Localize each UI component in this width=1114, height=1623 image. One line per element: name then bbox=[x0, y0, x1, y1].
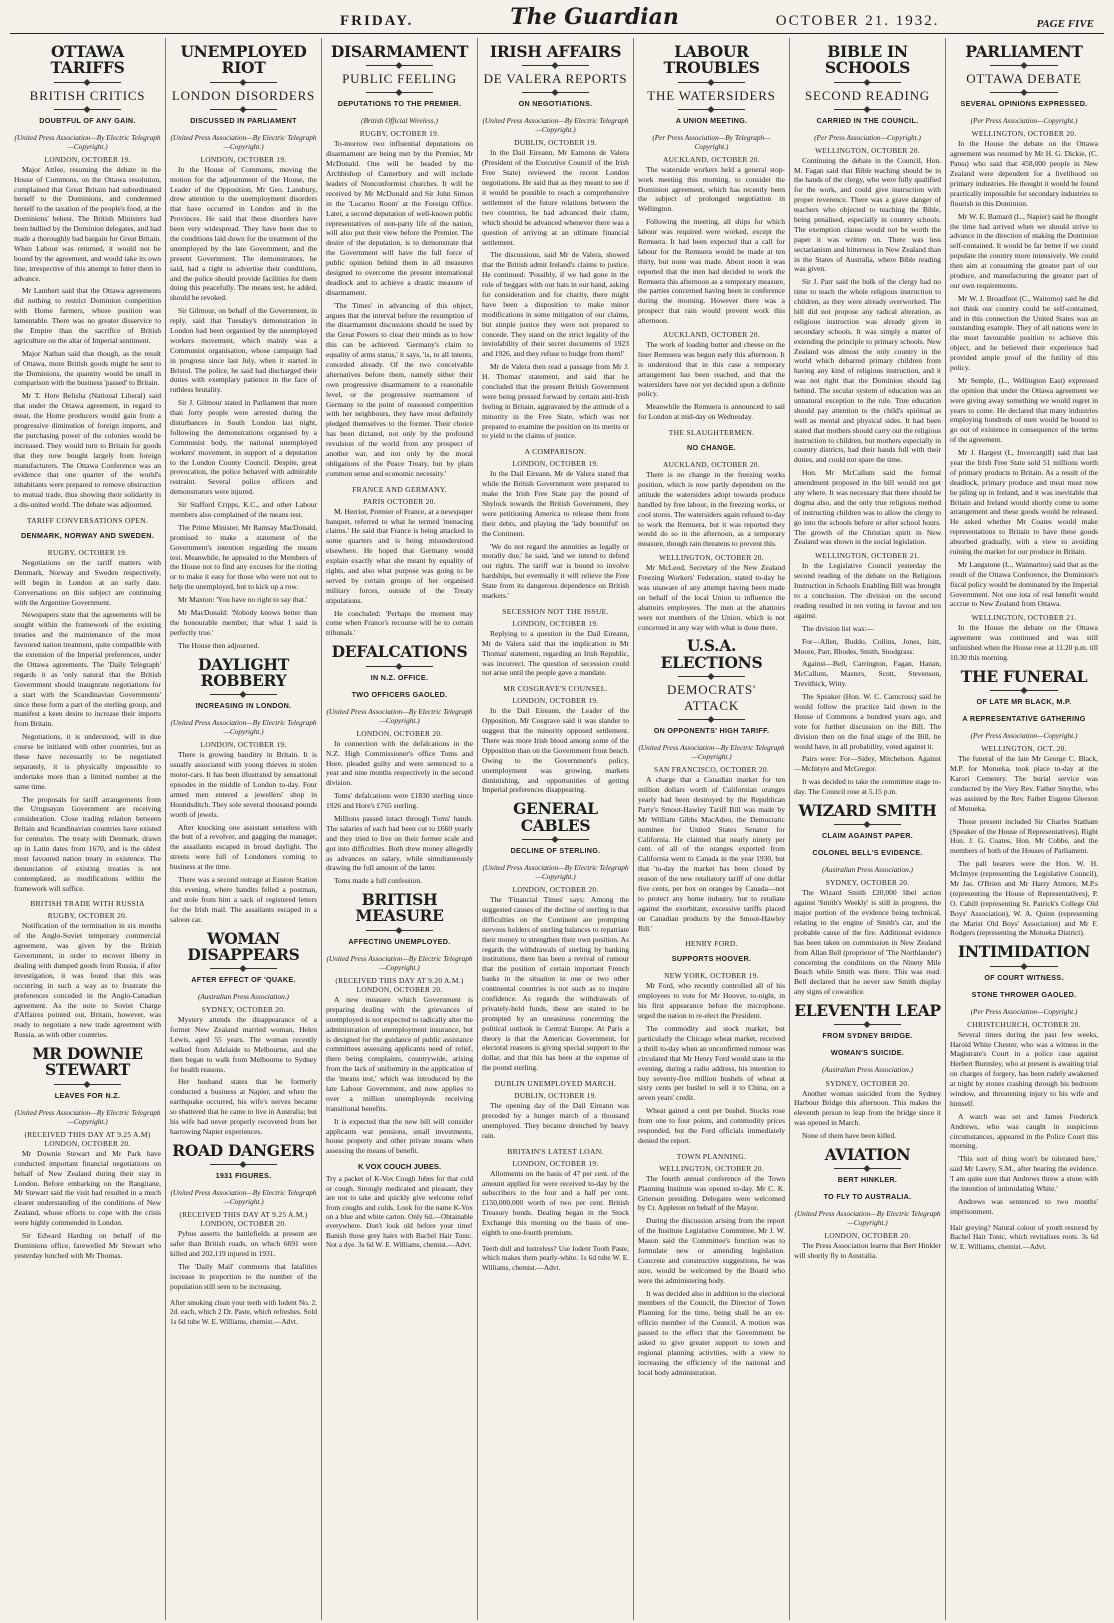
advertisement-text: Teeth dull and lustreless? Use Iodent Tooth Paste, which makes them pearly-white. 1s 6d tube W. E. Williams, chemist.—Advt. bbox=[482, 1243, 629, 1272]
article bbox=[14, 1046, 161, 1261]
deck-line: AFFECTING UNEMPLOYED. bbox=[348, 936, 451, 946]
body-paragraph: For—Allen, Buddo, Collins, Jones, Isitt, Moore, Parr, Rhodes, Smith, Snodgrass. bbox=[794, 636, 941, 656]
body-paragraph: Negotiations on the tariff matters with Denmark, Norway and Sweden respectively, will begin in London at an early date. Conversations on this subject are continuing with the Argentine Government. bbox=[14, 558, 161, 607]
body-paragraph: In the Dail Eireann, the Leader of the Opposition, Mr Cosgrave said it was slander to suggest that the minority opposed settlement. There was more Irish blood among some of the Opposition than on the Government front bench. Owing to the Government's policy, unemployment was growing, markets diminishing, and opportunities of getting Imperial preferences disappearing. bbox=[482, 706, 629, 795]
section-subhead: A COMPARISON. bbox=[524, 447, 587, 457]
article bbox=[638, 553, 785, 632]
body-paragraph: Notification of the termination in six months of the Anglo-Soviet temporary commercial agreement, was given by the British Government, in order to recover liberty in dealing with dumped goods from Russia, if after investigation, it was found that this was occurring in such a way as to frustrate the preferences conceded in the Anglo-Canadian agreement. As the note to Soviet Charge d'Affaires pointed out, Britain, however, was ready to negotiate a new trade agreement with Russia, as with other countries. bbox=[14, 921, 161, 1040]
body-paragraph: Andrews was sentenced to two months' imprisonment. bbox=[950, 1196, 1098, 1216]
body-paragraph: Allotments on the basis of 47 per cent. of the amount applied for were received to-day by the subscribers to the four and a half per cent. £150,000,000 worth of two per cent. British Treasury bonds. Dealing began in the Stock Exchange this morning on the basis of one-eighth to one-fourth premium. bbox=[482, 1168, 629, 1238]
dateline: RUGBY, OCTOBER 20. bbox=[47, 911, 128, 921]
body-paragraph: A new measure which Government is preparing dealing with the grievances of unemployed is not expected to radically alter the administration of unemployment insurance, but is designed for the guidance of public assistance committees assessing applicants need of relief, there being complaints, countrywide, arising from the lack of uniformity in the application of the 'means test,' which was introduced by the late Labour Government, and now applies to over a million unemployeds receiving transitional benefits. bbox=[326, 994, 473, 1113]
wire-credit: (United Press Association—By Electric Telegraph—Copyright.) bbox=[14, 132, 161, 151]
deck-line: FROM SYDNEY BRIDGE. bbox=[822, 1031, 913, 1041]
deck-line: AFTER EFFECT OF 'QUAKE. bbox=[191, 975, 296, 985]
section-subhead: MR COSGRAVE'S COUNSEL. bbox=[503, 684, 608, 694]
dateline: (RECEIVED THIS DAY AT 9.20 A.M.) LONDON, OCTOBER 20. bbox=[335, 975, 464, 994]
section-subhead: BRITAIN'S LATEST LOAN. bbox=[507, 1146, 604, 1156]
body-paragraph: There was a second outrage at Euston Station this evening, where bandits felled a postman, and stole from him a sack of registered letters for the Irish mail. The assailants escaped in a saloon car. bbox=[170, 875, 317, 924]
divider-rule bbox=[210, 82, 278, 83]
advertisement bbox=[950, 1223, 1098, 1251]
subheadline: OTTAWA DEBATE bbox=[966, 71, 1082, 87]
deck-line: A UNION MEETING. bbox=[675, 115, 748, 125]
divider-rule bbox=[678, 109, 746, 110]
body-paragraph: Mr T. Hore Belisha (National Liberal) said that under the Ottawa agreement, in regard to meat, the Home producers would gain from a progressive diminution of foreign imports, and the purchasing power of the colonies would be increased. They would turn to Britain for goods that they now bought largely from foreign manufacturers. The Ottawa Conference was an evidence that one quarter of the world's inhabitants were prepared to remove obstruction to mutual trade, thus showing their solidarity in a dis-united world. The debate was adjourned. bbox=[14, 391, 161, 510]
body-paragraph: In connection with the defalcations in the N.Z. High Commissioner's office Toms and Hore, pleaded guilty and were sentenced to a year and nine months respectively in the second division. bbox=[326, 738, 473, 788]
dateline: WELLINGTON, OCTOBER 20. bbox=[659, 1163, 764, 1173]
subheadline: THE WATERSIDERS bbox=[647, 87, 776, 103]
body-paragraph: Mr Ford, who recently controlled all of his employees to vote for Mr Hoover, to-night, in his first appearance before the microphone, urged the nation to re-elect the President. bbox=[638, 981, 785, 1021]
wire-credit: (Per Press Association—Copyright.) bbox=[970, 116, 1078, 126]
body-paragraph: The waterside workers held a general stop-work meeting this morning, to consider the Dominion agreement, which has recently been the subject of prolonged negotiation in Wellington. bbox=[638, 164, 785, 214]
dateline: WELLINGTON, OCTOBER 20. bbox=[659, 553, 764, 563]
body-paragraph: Continuing the debate in the Council, Hon. M. Fagan said that Bible teaching should be in the hands of the clergy, who were fully qualified for the work, and could give instruction with proper reverence. There was a grave danger of teachers who objected to teaching the Bible, being penalised, especially in country schools. The exemption clause would not be worth the paper it was written on. There was less sectarianism and bitterness in New Zealand than in the States of Australia, where Bible reading was given. bbox=[794, 155, 941, 274]
body-paragraph: A watch was set and James Frederick Andrews, who was caught in suspicious circumstances, appeared in the Police Court this morning. bbox=[950, 1111, 1098, 1151]
body-paragraph: A charge that a Canadian market for ten million dollars worth of Californian oranges yearly had been destroyed by the Republican Party's Smoot-Hawley Tariff Bill was made by Mr William Gibbs MacAdoo, the Democratic nominee for United States Senator for California. He claimed that nearly ninety per cent. of all of the oranges exported from California went to Canada in the year 1930, but that 'to-day the market has been closed by reason of the new retaliatory tariff of one dollar five cents, per box on oranges by Canada—not to protect any home industry, but to retaliate against the exorbitant, excessive tariffs placed on Canadian products by the Smoot-Hawley Bill.' bbox=[638, 775, 785, 933]
body-paragraph: There is growing banditry in Britain. It is usually associated with young thieves in stolen motor-cars. It has been illustrated by sensational episodes in the middle of London to-day. Four armed men entered a jewellers' shop in Houndsditch. They sole several thousand pounds worth of jewels. bbox=[170, 750, 317, 819]
deck-line: ON NEGOTIATIONS. bbox=[518, 99, 593, 109]
dateline: LONDON, OCTOBER 19. bbox=[200, 740, 287, 750]
body-paragraph: Mr Lambert said that the Ottawa agreements did nothing to restrict Dominion competition with Home farmers, whose position was lamentable. There was no greater disservice to the Empire than the sacrifice of British agriculture on the altar of Imperial sentiment. bbox=[14, 286, 161, 345]
article bbox=[482, 44, 629, 441]
article bbox=[638, 44, 785, 326]
body-paragraph: The funeral of the late Mr George C. Black, M.P. for Motueka, took place to-day at the Karori Cemetery. The burial service was conducted by the Very Rev. Father Smythe, who was assisted by the Rev. Father Eugene Gleeson of Motueka. bbox=[950, 754, 1098, 813]
dateline: AUCKLAND, OCTOBER 20. bbox=[663, 330, 760, 339]
body-paragraph: The division list was:— bbox=[802, 623, 874, 633]
dateline: AUCKLAND, OCTOBER 20. bbox=[663, 154, 760, 164]
article bbox=[638, 1152, 785, 1378]
article bbox=[170, 928, 317, 1137]
deck-line: 1931 FIGURES. bbox=[215, 1171, 272, 1181]
dateline: RUGBY, OCTOBER 19. bbox=[359, 129, 440, 139]
body-paragraph: It was decided to take the committee stage to-day. The Council rose at 5.15 p.m. bbox=[794, 777, 941, 797]
divider-rule bbox=[210, 694, 278, 695]
deck-line-secondary: WOMAN'S SUICIDE. bbox=[830, 1048, 905, 1058]
dateline: WELLINGTON, OCTOBER 20. bbox=[815, 145, 920, 155]
article bbox=[950, 613, 1098, 663]
section-subhead: BRITISH TRADE WITH RUSSIA bbox=[30, 899, 145, 909]
deck-line: CARRIED IN THE COUNCIL. bbox=[816, 115, 919, 125]
divider-rule bbox=[54, 109, 122, 110]
body-paragraph: Sir Stafford Cripps, K.C., and other Labour members also complained of the means test. bbox=[170, 500, 317, 520]
article bbox=[950, 666, 1098, 938]
body-paragraph: Mr Semple, (L., Wellington East) expressed the opinion that under the Ottawa agreement we were giving away something we would regret in years to come. He declared that many industries employing hundreds of men would be bound to go out of existence in consequence of the terms of the agreement. bbox=[950, 375, 1098, 445]
article bbox=[794, 1003, 941, 1141]
body-paragraph: The Wizard Smith £20,000 libel action against 'Smith's Weekly' is still in progress, the major portion of the evidence being technical, relating to the engine of Smith's car, and the probable cause of the fire. Additional evidence has been taken on commission in New Zealand from Allan Bell (proprietor of 'The Northlander') concerning the conditions on the Ninety Mile Beach while Smith was there. This was read. Bell declared that he never saw Smith display any signs of cowardice. bbox=[794, 888, 941, 997]
headline: U.S.A. ELECTIONS bbox=[660, 636, 763, 672]
article bbox=[638, 330, 785, 422]
deck-line: OF COURT WITNESS. bbox=[984, 972, 1064, 982]
column-4 bbox=[478, 38, 634, 1620]
section-subhead: THE SLAUGHTERMEN. bbox=[668, 428, 755, 438]
headline: UNEMPLOYED RIOT bbox=[180, 42, 307, 78]
masthead-date: OCTOBER 21. 1932. bbox=[775, 13, 940, 29]
article bbox=[482, 1079, 629, 1141]
deck-line-secondary: A REPRESENTATIVE GATHERING bbox=[962, 714, 1086, 724]
column-5 bbox=[634, 38, 790, 1620]
body-paragraph: Newspapers state that the agreements will be sought within the framework of the existing treaties and the maintenance of the most favoured nation treatment, quite compatible with the extension of the Imperial preferences, under the Ottawa agreements. The 'Daily Telegraph' regards it as 'only natural that the British Government should inaugurate negotiations for a start with the Scandinavian Governments' since these form a part of the sterling group, and manifest a keen desire to increase their imports from Britain. bbox=[14, 610, 161, 729]
body-paragraph: The House then adjourned. bbox=[178, 640, 260, 650]
article bbox=[14, 516, 161, 893]
subheadline: DEMOCRATS' ATTACK bbox=[666, 682, 757, 714]
body-paragraph: Toms made a full confession. bbox=[334, 876, 422, 886]
wire-credit: (Per Press Association—Copyright.) bbox=[814, 132, 921, 142]
body-paragraph: Sir Edward Harding on behalf of the Dominions office, farewelled Mr Stewart who yesterday lunched with Mr Thomas. bbox=[14, 1230, 161, 1260]
body-paragraph: Pairs were: For—Sidey, Mitchelson. Against—McIntyre and McGregor. bbox=[794, 754, 941, 774]
deck-line: INCREASING IN LONDON. bbox=[195, 701, 292, 711]
body-paragraph: Her husband states that he formerly conducted a business at Napier, and when the earthquake occurred, his wife's nerves became so shattered that he came to live in Australia; but his wife had never properly recovered from her harrowing Napier experiences. bbox=[170, 1077, 317, 1136]
headline: ELEVENTH LEAP bbox=[794, 1001, 941, 1021]
headline: DEFALCATIONS bbox=[331, 642, 468, 662]
wire-credit: (United Press Association—By Electric Telegraph—Copyright.) bbox=[326, 706, 473, 725]
dateline: LONDON, OCTOBER 19. bbox=[512, 696, 599, 706]
body-paragraph: The Prime Minister, Mr Ramsay MacDonald, promised to make a statement of the Government's intention regarding the means test. Meanwhile, he appealed to the Members of the House not to find any excuses for the rioting or to make it easy for those who were not out to help the unemployed, but to kick up a row. bbox=[170, 522, 317, 592]
headline: LABOUR TROUBLES bbox=[663, 42, 760, 78]
deck-line: DENMARK, NORWAY AND SWEDEN. bbox=[20, 531, 155, 541]
divider-rule bbox=[834, 109, 902, 110]
deck-line: BERT HINKLER. bbox=[837, 1175, 898, 1185]
dateline: WELLINGTON, OCTOBER 21. bbox=[971, 613, 1077, 623]
article bbox=[170, 44, 317, 651]
article bbox=[482, 607, 629, 678]
deck-line: DISCUSSED IN PARLIAMENT bbox=[190, 115, 297, 125]
body-paragraph: Mystery attends the disappearance of a former New Zealand married woman, Helen Lewis, aged 55 years. The woman recently walked from Adelaide to Melbourne, and she then began to walk from Melbourne to Sydney for health reasons. bbox=[170, 1015, 317, 1074]
article bbox=[14, 899, 161, 1040]
dateline: LONDON, OCTOBER 19. bbox=[44, 154, 131, 164]
wire-credit: (Per Press Association—Copyright.) bbox=[970, 731, 1078, 741]
wire-credit: (United Press Association—By Electric Telegraph—Copyright.) bbox=[170, 718, 317, 737]
dateline: CHRISTCHURCH, OCTOBER 20. bbox=[967, 1019, 1081, 1029]
masthead-title: The Guardian bbox=[510, 4, 679, 30]
body-paragraph: The Speaker (Hon. W. C. Carncross) said he would follow the practice laid down in the House of Commons a hundred years ago, and vote for further discussion on the Bill. The division then on the final stage of the Bill, he would have, in all probability, voted against it. bbox=[794, 692, 941, 751]
headline: THE FUNERAL bbox=[960, 666, 1088, 686]
article bbox=[326, 644, 473, 886]
headline: DISARMAMENT bbox=[330, 42, 469, 61]
body-paragraph: Sir J. Parr said the bulk of the clergy had no time to teach the whole religious instruction to children, as they were already overworked. The bill did not propose any radical alteration, as religious instruction was already given in secondary schools. It was simply a matter of extending the principle to primary schools. New Zealand was almost the only country in the world which debarred primary children from having any kind of religious instruction, and it was not right that the Dominion should lag behind. The secular system of education was an unnatural exception to the rule. True education should pay attention to the child's spiritual as well as mental and physical sides. It had been stated that mothers should carry out the religious instruction to children, but mothers especially in country districts, had their hands full with their duties, and could not spare the time. bbox=[794, 277, 941, 465]
divider-rule bbox=[366, 930, 434, 931]
body-paragraph: Those present included Sir Charles Statham (Speaker of the House of Representatives), Right Hon. J. G. Coates, Hon. Mr Cobbe, and the members of both of the Houses of Parliament. bbox=[950, 816, 1098, 856]
body-paragraph: None of them have been killed. bbox=[802, 1131, 897, 1141]
headline: WOMAN DISAPPEARS bbox=[187, 928, 300, 964]
dateline: WELLINGTON, OCTOBER 20. bbox=[971, 129, 1077, 139]
divider-rule bbox=[678, 719, 746, 720]
wire-credit: (Per Press Association—Copyright.) bbox=[970, 1006, 1078, 1016]
dateline: AUCKLAND, OCTOBER 20. bbox=[663, 460, 760, 470]
wire-credit: (Australian Press Association.) bbox=[821, 1065, 913, 1075]
divider-rule bbox=[678, 82, 746, 83]
body-paragraph: Following the meeting, all ships for which labour was required were worked, except the Remuera. It had been expected that a call for labour for the Remuera would be made at ten thirty, but none was made. About noon it was reported that the men had decided to work the Remuera this afternoon as a temporary measure, the parties concerned having been in conference during the morning. However there was a prospect that rain would prevent work this afternoon. bbox=[638, 217, 785, 326]
wire-credit: (Per Press Association—By Telegraph—Copyright.) bbox=[652, 132, 771, 151]
section-subhead: HENRY FORD. bbox=[685, 939, 738, 949]
headline: OTTAWA TARIFFS bbox=[50, 42, 125, 78]
headline: ROAD DANGERS bbox=[172, 1140, 315, 1160]
dateline: LONDON, OCTOBER 20. bbox=[824, 1231, 911, 1241]
wire-credit: (United Press Association—By Electric Telegraph—Copyright.) bbox=[170, 1188, 317, 1207]
body-paragraph: Another woman suicided from the Sydney Harbour Bridge this afternoon. This makes the eleventh person to leap from the bridge since it was opened in March. bbox=[794, 1088, 941, 1128]
article bbox=[482, 801, 629, 1073]
divider-rule bbox=[366, 666, 434, 667]
masthead bbox=[10, 0, 1104, 34]
body-paragraph: Wheat gained a cent per bushel. Stocks rose from one to four points, and commodity prices responded, but the Ford officials immediately denied the report. bbox=[638, 1106, 785, 1145]
body-paragraph: Mr de Valera then read a passage from Mr J. H. Thomas' statement, and said that he concluded that the present British Government were being pressed forward by certain anti-Irish feeling in Britain, aggravated by the attitude of a minority in the Free State, which was not prepared to examine the position on its merits or to yield to the claims of justice. bbox=[482, 362, 629, 441]
headline: BIBLE IN SCHOOLS bbox=[824, 42, 911, 78]
body-paragraph: The discussions, said Mr de Valera, showed that the British admit Ireland's claims to justice. He continued: 'Possibly, if we had gone in the role of beggars with our hats in our hand, asking for consideration and for charity, there might have been a disposition to make minor modifications in some mitigation of our claims, but simple justice they were not prepared to concede. They stand on the strict legality of the inviolability of their secret documents of 1923 and 1926, and they refuse to budge from them!' bbox=[482, 250, 629, 359]
deck-line: SUPPORTS HOOVER. bbox=[671, 954, 752, 964]
article bbox=[14, 44, 161, 510]
subheadline: BRITISH CRITICS bbox=[29, 87, 146, 103]
deck-line: OF LATE MR BLACK, M.P. bbox=[976, 697, 1072, 707]
advertisement-text: After smoking clean your teeth with Iodent No. 2, 2d. each, which 2 Dr. Paste, which refreshes. Sold 1s 6d tube W. E. Williams, chemist.—Advt. bbox=[170, 1297, 317, 1326]
article bbox=[794, 1144, 941, 1261]
body-paragraph: Sir J. Gilmour stated in Parliament that more than forty people were arrested during the disturbances in South London last night, following the demonstrations organised by a Communist body, the national unemployed workers' movement, in support of a deputation to the London County Council. Despite, great provocation, the police behaved with admirable restraint. Several police officers and demonstrators were injured. bbox=[170, 398, 317, 497]
body-paragraph: To-morrow two influential deputations on disarmament are being met by the Premier, Mr McDonald. One will be headed by the Archbishop of Canterbury and will include leaders of Nonconformist churches. It will be received by Mr McDonald and Sir John Simon in the 'Locarno Room' at the Foreign Office. Later, a second deputation of well-known public representatives of non-party life of the nation, will also put their view before the Premier. The desire of the deputation, is to demonstrate that the Government will have the full force of public opinion behind them in all measures designed to overcome the present international deadlock and to achieve a drastic measure of disarmament. bbox=[326, 139, 473, 297]
advertisement bbox=[482, 1244, 629, 1272]
body-paragraph: Major Nathan said that though, as the result of Ottawa, more British goods might be sent to the Dominions, the quantity would be small in comparison with the business 'passed' to Britain. bbox=[14, 348, 161, 388]
dateline: SYDNEY, OCTOBER 20. bbox=[825, 878, 910, 888]
column-3 bbox=[322, 38, 478, 1620]
body-paragraph: Mr Langstone (L., Waimarino) said that as the result of the Ottawa Conference, the Dominion's fiscal policy would be dominated by the Imperial Government. Not one iota of real benefit would accrue to New Zealand from Ottawa. bbox=[950, 559, 1098, 609]
body-paragraph: Major Attlee, resuming the debate in the House of Commons, on the Ottawa resolution, complained that Great Britain had subordinated herself to the Dominions, and condemned herself to the taxation of the people's food, at the Dominions' behest. The British Ministers had been bullied by the Dominion delegates, and had made a thoroughly bad bargain for Great Britain. When Labour was returned, it would not be bound by the agreement, and would take its own line, irrespective of this attempt to fetter them in advance. bbox=[14, 164, 161, 283]
article bbox=[950, 944, 1098, 1216]
divider-rule bbox=[210, 1164, 278, 1165]
deck-line: ON OPPONENTS' HIGH TARIFF. bbox=[653, 726, 770, 736]
section-subhead: SECESSION NOT THE ISSUE. bbox=[502, 606, 609, 616]
body-paragraph: 'We do not regard the annuities as legally or morally due,' he said, 'and we intend to defend our rights. The tariff war is bound to involve hardships, but eventually it will relieve the Free State from its dangerous dependence on British markets.' bbox=[482, 541, 629, 600]
article bbox=[170, 1140, 317, 1292]
dateline: LONDON, OCTOBER 20. bbox=[512, 885, 599, 895]
subheadline: LONDON DISORDERS bbox=[171, 87, 316, 103]
dateline: WELLINGTON, OCTOBER 21. bbox=[815, 551, 920, 561]
subheadline: DE VALERA REPORTS bbox=[483, 71, 628, 87]
deck-line: IN N.Z. OFFICE. bbox=[370, 672, 429, 682]
dateline: (RECEIVED THIS DAY AT 9.25 A.M.) LONDON, OCTOBER 20. bbox=[179, 1210, 308, 1229]
divider-rule bbox=[366, 92, 434, 93]
article bbox=[638, 939, 785, 1145]
deck-line-secondary: STONE THROWER GAOLED. bbox=[971, 989, 1077, 999]
headline: IRISH AFFAIRS bbox=[489, 42, 622, 61]
subheadline: PUBLIC FEELING bbox=[342, 71, 457, 87]
headline: DAYLIGHT ROBBERY bbox=[198, 654, 289, 690]
dateline: SYDNEY, OCTOBER 20. bbox=[825, 1078, 910, 1088]
divider-rule bbox=[210, 109, 278, 110]
deck-line: DOUBTFUL OF ANY GAIN. bbox=[39, 115, 136, 125]
headline: GENERAL CABLES bbox=[513, 799, 598, 835]
column-6 bbox=[790, 38, 946, 1620]
column-1 bbox=[10, 38, 166, 1620]
article bbox=[794, 551, 941, 797]
wire-credit: (United Press Association—By Electric Telegraph—Copyright.) bbox=[794, 1209, 941, 1228]
masthead-day: FRIDAY. bbox=[340, 13, 414, 29]
article bbox=[794, 800, 941, 997]
divider-rule bbox=[522, 92, 590, 93]
body-paragraph: Replying to a question in the Dail Eireann, Mr de Valera said that the implication in Mr Thomas' statement, regarding an Irish Republic, was incorrect. The question of secession could not arise until the people gave a mandate. bbox=[482, 628, 629, 678]
divider-rule bbox=[522, 839, 590, 840]
body-paragraph: Mr W. E. Barnard (L., Napier) said he thought the time had arrived when we should strive to advance in the direction of making the Dominion self-contained. It would be far better if we could populate the country more intensively. We could then aim at consuming the greater part of our produce, and manufacturing the greater part of our own requirements. bbox=[950, 211, 1098, 290]
body-paragraph: The pall bearers were the Hon. W. H. McIntyre (representing the Legislative Council), Mr Jas. O'Brien and Mr Harry Atmore, M.P.s (representing the House of Representatives), P. O. Cahill (representing St. Patrick's College Old Boys' Association), W. A. Quinn (representing the Marist Old Boys' Association) and Mr F. Rodgers (representing the Motueka District). bbox=[950, 859, 1098, 938]
column-7 bbox=[946, 38, 1102, 1620]
body-paragraph: In the Legislative Council yesterday the second reading of the debate on the Religious Instruction in Schools Enabling Bill was brought to a conclusion. The division on the second reading resulted in ten voting in favour and ten against. bbox=[794, 561, 941, 620]
body-paragraph: Negotiations, it is understood, will in due course be initiated with other countries, but as these have necessarily to be negotiated separately, it is physically impossible to undertake more than a limited number at the same time. bbox=[14, 732, 161, 791]
body-paragraph: The 'Daily Mail' comments that fatalities increase in proportion to the number of the population still seen to be increasing. bbox=[170, 1261, 317, 1291]
body-paragraph: There is no change in the freezing works position, which is now partly dependent on the attitude the watersiders adopt towards produce handled by free labour, in the freezing works, or cool stores. The watersiders again refused to-day to work the Remuera, but it was reported they would do so in the afternoon, as a temporary measure, though rain threatens to prevent this. bbox=[638, 470, 785, 549]
column-2 bbox=[166, 38, 322, 1620]
article bbox=[482, 447, 629, 601]
divider-rule bbox=[990, 966, 1058, 967]
advertisement-title: K VOX COUCH JUBES. bbox=[357, 1162, 442, 1172]
body-paragraph: Sir Gilmour, on behalf of the Government, in reply, said that Tuesday's demonstration in London had been organised by the unemployed workers movement, which mainly was a Communist organisation, whose campaign had in progress since last July, when it started in Bristol. The police, he said had discharged their duties with exemplary patience in the face of ruthless brutality. bbox=[170, 306, 317, 395]
dateline: LONDON, OCTOBER 19. bbox=[512, 459, 599, 469]
deck-line: SEVERAL OPINIONS EXPRESSED. bbox=[960, 99, 1088, 109]
wire-credit: (United Press Association—By Electric Telegraph—Copyright.) bbox=[482, 116, 629, 135]
body-paragraph: M. Herriot, Premier of France, at a newspaper banquet, referred to what he termed 'menacing claims.' He said that France is being attacked in some quarters and is being misunderstood elsewhere. He hoped that Germany would explain exactly what she meant by equality of rights, and also what purpose was going to be served by certain groups of her organised military forces, outside of the Treaty stipulations. bbox=[326, 506, 473, 605]
body-paragraph: Pybus asserts the battlefields at present are safer than British roads, on which 6691 were killed and 202,119 injured in 1931. bbox=[170, 1229, 317, 1259]
subheadline: SECOND READING bbox=[805, 87, 930, 103]
body-paragraph: In the Dail Eireann, Mr Eamonn de Valera (President of the Executive Council of the Irish Free State) reviewed the recent London negotiations. He said that as they meant to see if it would be possible to reach a comprehensive settlement of the future relations between the two countries, he had advanced their claim, which should be advanced whenever there was a question of arriving at an ultimate financial settlement. bbox=[482, 148, 629, 247]
body-paragraph: Mr W. J. Broadfoot (C., Waitomo) said he did not think our country could be self-contained, and in this connection the United States was an outstanding example. They of all nations were in the most favourable position to achieve this object, and he believed their experience had provided ample proof of the futility of this policy. bbox=[950, 293, 1098, 372]
body-paragraph: Toms' defalcations were £1830 sterling since 1926 and Hore's £765 sterling. bbox=[326, 791, 473, 811]
wire-credit: (United Press Association—By Electric Telegraph—Copyright.) bbox=[14, 1107, 161, 1126]
dateline: LONDON, OCTOBER 19. bbox=[200, 154, 287, 164]
headline: MR DOWNIE STEWART bbox=[32, 1044, 143, 1080]
body-paragraph: The work of loading butter and cheese on the liner Remuera was begun early this afternoon. It is understood that in this case a temporary arrangement has been reached, and that the watersiders have not yet decided upon a definite policy. bbox=[638, 340, 785, 399]
wire-credit: (United Press Association—By Electric Telegraph—Copyright.) bbox=[326, 953, 473, 972]
article bbox=[482, 1147, 629, 1238]
wire-credit: (British Official Wireless.) bbox=[361, 116, 438, 126]
article bbox=[950, 44, 1098, 609]
dateline: SYDNEY, OCTOBER 20. bbox=[201, 1005, 286, 1015]
columns bbox=[10, 38, 1104, 1620]
body-paragraph: The opening day of the Dail Eireann was preceded by a hunger march of a thousand unemployed. They became drenched by heavy rain. bbox=[482, 1101, 629, 1140]
divider-rule bbox=[522, 65, 590, 66]
body-paragraph: During the discussion arising from the report of the Institute Legislative Committee, Mr J. W. Mason said the Committee's function was to formulate new or amending legislation. Concrete and constructive suggestions, he was sure, would be welcomed by the Board who were the administering body. bbox=[638, 1216, 785, 1285]
article bbox=[638, 428, 785, 549]
divider-rule bbox=[834, 1168, 902, 1169]
divider-rule bbox=[834, 1024, 902, 1025]
dateline: PARIS OCTOBER 20. bbox=[363, 496, 436, 506]
body-paragraph: In the House the debate on the Ottawa agreement was continued and was still unfinished when the House rose at 11.20 p.m. till 10.30 this morning. bbox=[950, 623, 1098, 663]
body-paragraph: Mr McLeod, Secretary of the New Zealand Freezing Workers' Federation, stated to-day he was unaware of any attempt having been made on behalf of the local Union to influence the abattoirs employees. The men at the abattoirs were not members of the Union, which is not concerned in any way with what is done there. bbox=[638, 563, 785, 632]
body-paragraph: The Press Association learns that Bert Hinkler will shortly fly to Australia. bbox=[794, 1241, 941, 1261]
divider-rule bbox=[834, 824, 902, 825]
deck-line-secondary: COLONEL BELL'S EVIDENCE. bbox=[812, 848, 923, 858]
article bbox=[482, 684, 629, 795]
masthead-page-number: PAGE FIVE bbox=[1036, 18, 1094, 30]
headline: PARLIAMENT bbox=[965, 42, 1083, 61]
dateline: WELLINGTON, OCT. 20. bbox=[981, 744, 1067, 754]
article bbox=[638, 638, 785, 933]
body-paragraph: Mr Downie Stewart and Mr Park have conducted important financial negotiations on behalf of New Zealand during their stay in London. Before embarking on the Rangitane, Mr Stewart said the visit had resulted in a much clearer understanding of the conditions of New Zealand, whose efforts to cope with the crisis were highly commended in London. bbox=[14, 1148, 161, 1228]
headline: INTIMIDATION bbox=[957, 942, 1091, 962]
deck-line: DEPUTATIONS TO THE PREMIER. bbox=[337, 99, 462, 109]
article bbox=[170, 654, 317, 925]
divider-rule bbox=[210, 968, 278, 969]
body-paragraph: In the House of Commons, moving the motion for the adjournment of the House, the Leader of the Opposition, Mr Geo. Lansbury, drew attention to the unemployment disorders that have occurred in London and in the Provinces. He said that these disorders have been very widespread. They have been due to the conditions laid down for the treatment of the unemployed by the late Government, and the present Government. The demonstrators, he said, had a right to advertise their conditions, and the police should provide facilities for them doing this peacefully. The means test, he added, should be revoked. bbox=[170, 164, 317, 303]
deck-line: CLAIM AGAINST PAPER. bbox=[821, 831, 914, 841]
body-paragraph: Mr MacDonald: 'Nobody knows better than the honourable member, that what I said is perfectly true.' bbox=[170, 608, 317, 637]
advertisement-text: Hair greying? Natural colour of youth restored by Bachel Hair Tonic, which revitalises roots. 3s 6d W. E. Williams, chemist.—Advt. bbox=[950, 1222, 1098, 1251]
dateline: LONDON, OCTOBER 19. bbox=[512, 1158, 599, 1168]
body-paragraph: Against—Bell, Carrington, Fagan, Hanan, McCallum, Masters, Scott, Stevenson, Trevithick, Witty. bbox=[794, 659, 941, 689]
section-subhead: DUBLIN UNEMPLOYED MARCH. bbox=[494, 1079, 617, 1089]
body-paragraph: The fourth annual conference of the Town Planning Institute was opened to-day. Mr C. K. Grierson presiding. Delegates were welcomed by Cr. Appleton on behalf of the Mayor. bbox=[638, 1173, 785, 1213]
headline: WIZARD SMITH bbox=[798, 800, 937, 820]
divider-rule bbox=[54, 1084, 122, 1085]
section-subhead: FRANCE AND GERMANY. bbox=[352, 484, 447, 494]
wire-credit: (United Press Association—By Electric Telegraph—Copyright.) bbox=[638, 743, 785, 762]
body-paragraph: In the House the debate on the Ottawa agreement was resumed by Mr H. G. Dickie, (C. Patea) who said that 458,000 people in New Zealand were dependent for a livelihood on primary industries. He thought it would be found practically impossible for secondary industries to flourish in this Dominion. bbox=[950, 139, 1098, 208]
dateline: DUBLIN, OCTOBER 19. bbox=[514, 1091, 597, 1101]
body-paragraph: Several times during the past few weeks, Harold White Chester, who was a witness in the Magistrate's Court in a police case against Herbert Burnsley, who at present is awaiting trial on charges of forgery, has been rudely awakened at night by stones crashing through his bedroom window, and threatening injury to his wife and himself. bbox=[950, 1029, 1098, 1108]
body-paragraph: In the Dail Eireann, Mr de Valera stated that while the British Government were prepared to make the Irish Free State pay the pound of Shylock towards the British Government, they were petitioning America to release them from their debts, and playing the 'lady bountiful' on the Continent. bbox=[482, 469, 629, 538]
body-paragraph: It is expected that the new bill will consider applicants war pensions, small investments, house property and other private means when assessing the means of benefit. bbox=[326, 1116, 473, 1156]
article bbox=[326, 892, 473, 1156]
advertisement bbox=[326, 1162, 473, 1250]
body-paragraph: The commodity and stock market, but particularly the Chicago wheat market, received a thrill to-day when an unconfirmed rumour was circulated that Mr Henry Ford would state in the evening, during a radio address, his intention to buy seventy-five million bushels of wheat at sixty cents per bushel to sell it to China, on a seven years' credit. bbox=[638, 1024, 785, 1103]
body-paragraph: Meanwhile the Remuera is announced to sail for London at mid-day on Wednesday. bbox=[638, 402, 785, 422]
headline: BRITISH MEASURE bbox=[355, 890, 444, 926]
divider-rule bbox=[834, 82, 902, 83]
dateline: LONDON, OCTOBER 19. bbox=[512, 618, 599, 628]
divider-rule bbox=[990, 65, 1058, 66]
divider-rule bbox=[366, 65, 434, 66]
body-paragraph: Mr J. Hargest (I., Invercargill) said that last year the Irish Free State sold 51 millions worth of primary products to Britain. As a result of the deadlock, primary produce and meat must now be piling up in Ireland, and it was inevitable that Britain and Ireland would shortly come to some arrangement and these goods would be released. He asked whether Mr Coates would make representations to Britain to have these goods absorbed gradually, with a view to avoiding ruining the market for our produce in Britain. bbox=[950, 448, 1098, 556]
deck-line-secondary: TO FLY TO AUSTRALIA. bbox=[823, 1192, 912, 1202]
body-paragraph: He concluded: 'Perhaps the moment may come when France's recourse will be to certain tribunals.' bbox=[326, 608, 473, 638]
dateline: NEW YORK, OCTOBER 19. bbox=[664, 971, 759, 981]
article bbox=[326, 44, 473, 479]
body-paragraph: The proposals for tariff arrangements from the Uruguayan Government are receiving consideration. Close trading relation between Britain and Scandinavian countries have existed for centuries. The treaty with Denmark, drawn up in Latin dates from 1670, and is the oldest most favoured nation treaty in existence. The denunciation of existing treaties is not contemplated, as modifications within the framework will suffice. bbox=[14, 794, 161, 893]
divider-rule bbox=[990, 690, 1058, 691]
dateline: DUBLIN, OCTOBER 19. bbox=[514, 138, 597, 148]
body-paragraph: It was decided also in addition to the electoral members of the Council, the Director of Town Planning for the time, being shall be an ex-officio member of the Council. A motion was passed to the effect that the Government be asked to give greater support to town and regional planning activities, with a view to increasing the efficiency of the national and local body administration. bbox=[638, 1288, 785, 1377]
divider-rule bbox=[54, 82, 122, 83]
body-paragraph: Mr Maxton: 'You have no right to say that.' bbox=[178, 595, 308, 605]
article bbox=[326, 485, 473, 639]
section-subhead: TOWN PLANNING. bbox=[676, 1151, 747, 1161]
advertisement bbox=[170, 1298, 317, 1326]
advertisement-text: Try a packet of K-Vox Cough Jubes for that cold or cough. Strongly medicated and pleasant, they are not to take and quickly give welcome relief from coughs and colds. Look for the name K-Vox on a blue and white carton. Only 6d.—Obtainable everywhere. Don't look old before your time! Banish those grey hairs with Bachel Hair Tonic. Not a dye. 3s 6d W. E. Williams, chemist.—Advt. bbox=[326, 1174, 473, 1250]
wire-credit: (Australian Press Association.) bbox=[821, 865, 913, 875]
deck-line: LEAVES FOR N.Z. bbox=[54, 1090, 121, 1100]
dateline: RUGBY, OCTOBER 19. bbox=[47, 548, 128, 558]
article bbox=[794, 44, 941, 547]
dateline: LONDON, OCTOBER 20. bbox=[356, 728, 443, 738]
body-paragraph: Millions passed intact through Toms' hands. The salaries of each had been cut to £660 yearly and they tried to live on their former scale and got into difficulties. Both drew money allegedly as advances on salary, while simultaneously drawing the full amount of the latter. bbox=[326, 813, 473, 873]
wire-credit: (United Press Association—By Electric Telegraph—Copyright.) bbox=[482, 862, 629, 881]
section-subhead: TARIFF CONVERSATIONS OPEN. bbox=[26, 516, 149, 526]
body-paragraph: 'This sort of thing won't be tolerated here,' said Mr Lawry, S.M., after hearing the evidence. 'I am quite sure that Andrews threw a stone with the intention of intimidating White.' bbox=[950, 1154, 1098, 1194]
wire-credit: (Australian Press Association.) bbox=[197, 992, 289, 1002]
divider-rule bbox=[990, 92, 1058, 93]
deck-line: NO CHANGE. bbox=[687, 443, 736, 453]
deck-line: DECLINE OF STERLING. bbox=[510, 845, 601, 855]
deck-line-secondary: TWO OFFICERS GAOLED. bbox=[351, 689, 448, 699]
body-paragraph: 'The Times' in advancing of this object, argues that the interval before the resumption of the disarmament discussions should be used by the Great Powers to clear their minds as to how this can be achieved. 'Germany's claim to equality of arms status,' it says, 'is, to all intents, conceded already. Of the two conceivable alternatives before them, namely either their own progressive disarmament to a reasonable level, or the progressive rearmament of Germany to the point of reasoned competition with her neighbours, they have most definitely pledged themselves to the former. Their choice has been dictated, not only by the profound revulsion of the world from any prospect of another war, and not only by the moral obligations of the Peace Treaty, but by plain common sense and economic necessity.' bbox=[326, 300, 473, 478]
body-paragraph: After knocking one assistant senseless with the butt of a revolver, and gagging the manager, the assailants escaped in broad daylight. The streets were full of Londoners coming to business at the time. bbox=[170, 822, 317, 872]
divider-rule bbox=[678, 676, 746, 677]
dateline: SAN FRANCISCO, OCTOBER 20. bbox=[653, 765, 770, 775]
dateline: (RECEIVED THIS DAY AT 9.25 A.M) LONDON, OCTOBER 20. bbox=[24, 1129, 151, 1148]
body-paragraph: The 'Financial Times' says: Among the suggested causes of the decline of sterling is that difficulties on the Continent are prompting nervous holders of sterling balances to repatriate their money to strengthen their own position. As regards the withdrawals of sterling by banking institutions, there has been a revival of rumour that the position of certain important French banks in the situation in one or two other continental countries is not such as to inspire confidence. As regards the withdrawals of privately-held funds, these are stated to be prompted by an uneasiness concerning the political outlook in Central Europe. At Paris a theory is that the American Government, for electoral reasons is giving special support to the dollar, and that this has been at the expense of the pound sterling. bbox=[482, 895, 629, 1073]
wire-credit: (United Press Association—By Electric Telegraph—Copyright.) bbox=[170, 132, 317, 151]
body-paragraph: Hon. Mr McCallum said the formal amendment proposed in the bill would not get any where. It was necessary that there should be dogma also, and the only true religious method of instructing children was to allow the clergy to go into the schools before or after school hours. The growth of the Christian spirit in New Zealand was shown in the social legislation. bbox=[794, 468, 941, 547]
headline: AVIATION bbox=[824, 1144, 911, 1164]
